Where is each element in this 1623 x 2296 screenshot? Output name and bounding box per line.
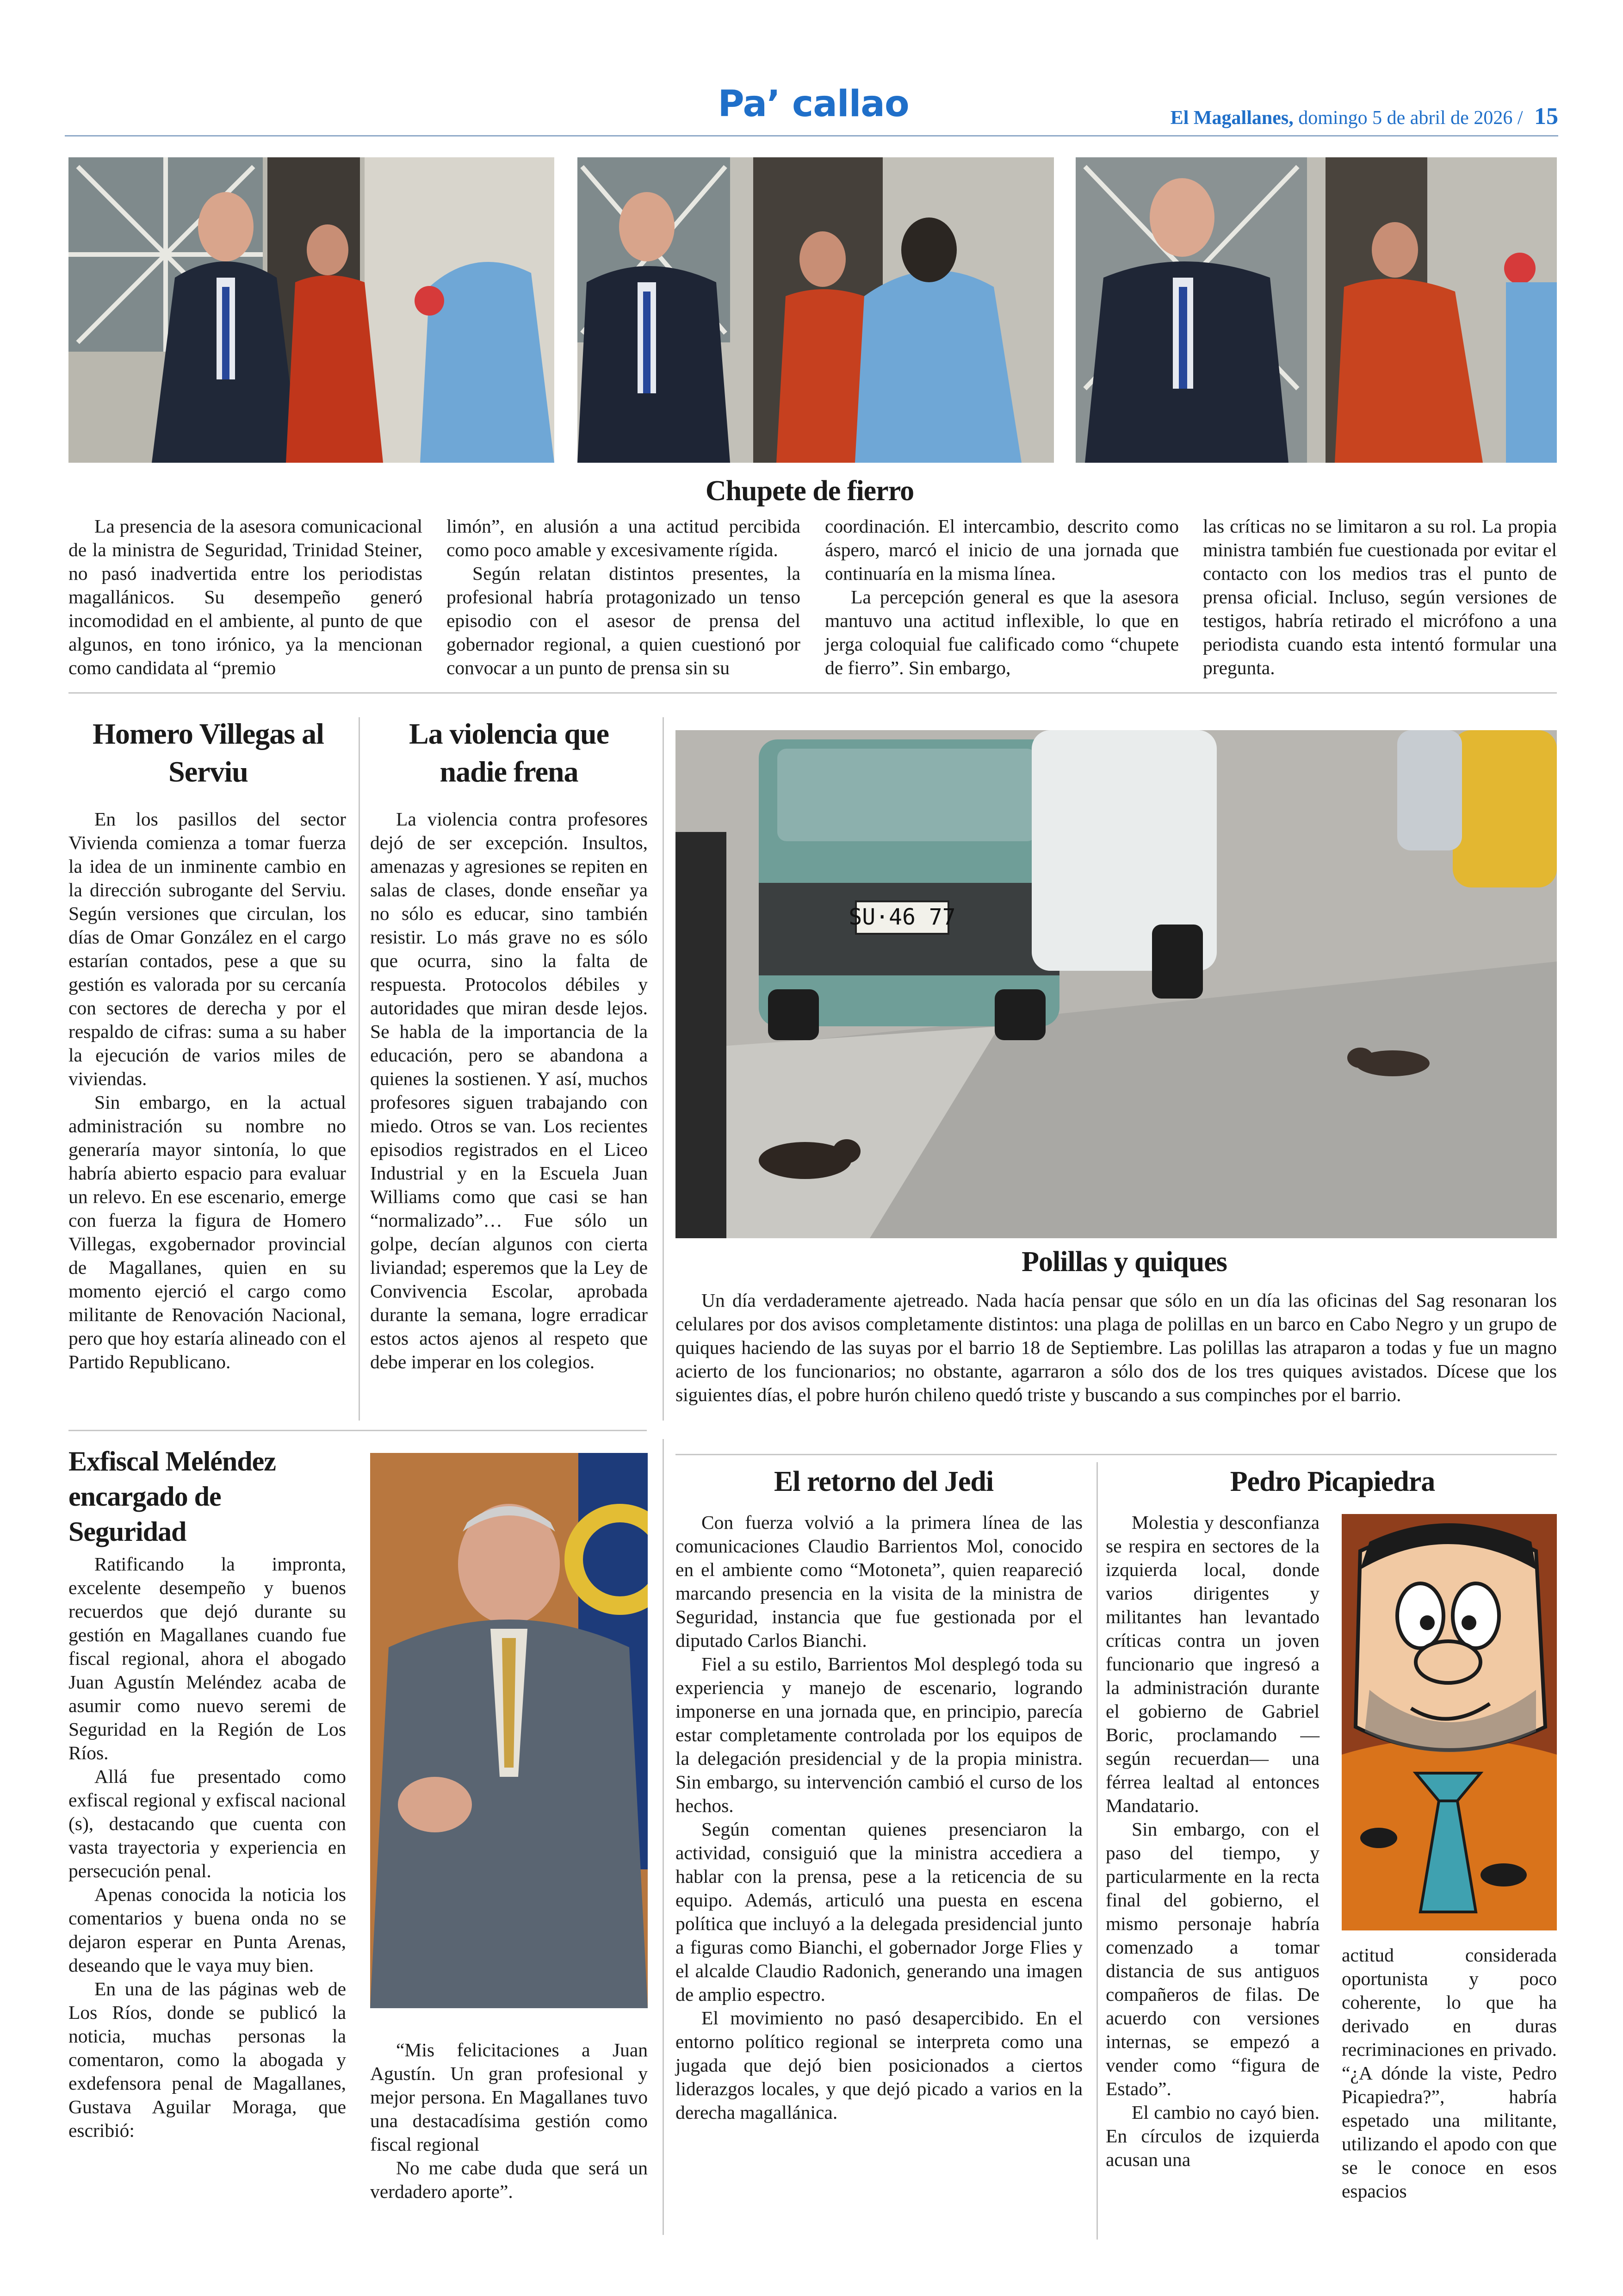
- page-number: 15: [1534, 103, 1558, 130]
- paragraph: Molestia y desconfianza se respira en sectores de la izquierda local, donde varios dirigentes y militantes han levantado críticas contra un joven funcionario que ingresó a la administración durante el gobierno de Gabriel Boric, proclamando —según recuerdan— una férrea lealtad al entonces Mandatario.: [1106, 1512, 1319, 1816]
- paragraph: La violencia contra profesores dejó de ser excepción. Insultos, amenazas y agresiones se repiten en salas de clases, donde enseñar ya no sólo es educar, sino también resistir. Lo más grave no es sólo que ocurra, sino la falta de respuesta. Protocolos débiles y autoridades que miran desde lejos. Se habla de la importancia de la educación, pero se abandona a quienes la sostienen. Y así, muchos profesores siguen trabajando con miedo. Otros se van. Los recientes episodios registrados en el Liceo Industrial y en la Escuela Juan Williams como que casi se han “normalizado”… Fue sólo un golpe, decían algunos con cierta liviandad; esperemos que la Ley de Convivencia Escolar, aprobada durante la semana, logre erradicar estos actos ajenos al respeto que debe imperar en los colegios.: [370, 808, 648, 1372]
- quote-paragraph: No me cabe duda que será un verdadero aporte”.: [370, 2157, 648, 2202]
- headline-polillas: Polillas y quiques: [1022, 1246, 1227, 1278]
- picapiedra-body: [1106, 1511, 1319, 2172]
- section-title: Pa’ callao: [718, 83, 909, 125]
- paragraph: Con fuerza volvió a la primera línea de las comunicaciones Claudio Barrientos Mol, conocido en el ambiente como “Motoneta”, quien reapareció marcando presencia en la visita de la ministra de Seguridad, instancia que fue gestionada por el diputado Carlos Bianchi.: [675, 1512, 1083, 1651]
- violencia-body: [370, 807, 648, 1374]
- headline-jedi: El retorno del Jedi: [774, 1466, 994, 1497]
- paragraph: Según relatan distintos presentes, la profesional habría protagonizado un tenso episodio con el asesor de prensa del gobernador regional, a quien cuestionó por convocar a un punto de prensa sin su: [446, 563, 800, 678]
- column-rule: [663, 1439, 664, 2235]
- headline-villegas: Homero Villegas al Serviu: [93, 717, 324, 788]
- headline-melendez: Exfiscal Meléndez encargado de Seguridad: [68, 1446, 276, 1547]
- paragraph: Ratificando la impronta, excelente desempeño y buenos recuerdos que dejó durante su gestión en Magallanes cuando fue fiscal regional, ahora el abogado Juan Agustín Meléndez acaba de asumir como nuevo seremi de Seguridad en la Región de Los Ríos.: [68, 1553, 346, 1763]
- paragraph: Según comentan quienes presenciaron la actividad, consiguió que la ministra accediera a hablar con la prensa, pese a la reticencia de su equipo. Además, articuló una puesta en escena política que incluyó a la delegada presidencial junto a figuras como Bianchi, el gobernador Jorge Flies y el alcalde Claudio Radonich, generando una imagen de amplio espectro.: [675, 1818, 1083, 2005]
- photo-press-1: [68, 157, 554, 463]
- paragraph: las críticas no se limitaron a su rol. La propia ministra también fue cuestionada por evitar el contacto con los medios tras el punto de prensa oficial. Incluso, según versiones de testigos, habría retirado el micrófono a una periodista cuando esta intentó formular una pregunta.: [1203, 515, 1557, 678]
- paragraph: actitud considerada oportunista y poco coherente, lo que ha derivado en duras recriminaciones en privado. “¿A dónde la viste, Pedro Picapiedra?”, habría espetado una militante, utilizando el apodo con que se le conoce en esos espacios: [1342, 1944, 1557, 2202]
- paragraph: limón”, en alusión a una actitud percibida como poco amable y excesivamente rígida.: [446, 515, 800, 560]
- paragraph: Apenas conocida la noticia los comentarios y buena onda no se dejaron esperar en Punta Arenas, deseando que le vaya muy bien.: [68, 1884, 346, 1976]
- headline-violencia: La violencia que nadie frena: [409, 717, 609, 788]
- photo-press-2: [577, 157, 1054, 463]
- chupete-col-1: [68, 515, 422, 680]
- quote-paragraph: “Mis felicitaciones a Juan Agustín. Un gran profesional y mejor persona. En Magallanes tuvo una destacadísima gestión como fiscal regional: [370, 2039, 648, 2155]
- photo-quiques-street: [675, 730, 1557, 1238]
- villegas-body: [68, 807, 346, 1374]
- paragraph: Sin embargo, con el paso del tiempo, y particularmente en la recta final del gobierno, el mismo personaje habría comenzado a tomar distancia de sus antiguos compañeros de filas. De acuerdo con versiones internas, se empezó a vender como “figura de Estado”.: [1106, 1818, 1319, 2099]
- newspaper-name: El Magallanes,: [1170, 107, 1294, 129]
- section-divider: [68, 692, 1557, 694]
- paragraph: En una de las páginas web de Los Ríos, donde se publicó la noticia, muchas personas la comentaron, como la abogada y exdefensora penal de Magallanes, Gustava Aguilar Moraga, que escribió:: [68, 1978, 346, 2141]
- paragraph: El movimiento no pasó desapercibido. En el entorno político regional se interpreta como una jugada que dejó bien posicionados a ciertos liderazgos locales, y que dejó picado a varios en la derecha magallánica.: [675, 2007, 1083, 2123]
- column-rule: [359, 717, 360, 1421]
- paragraph: El cambio no cayó bien. En círculos de izquierda acusan una: [1106, 2102, 1319, 2170]
- melendez-quote: [370, 2038, 648, 2203]
- illustration-pedro-picapiedra: [1342, 1514, 1557, 1930]
- paragraph: Sin embargo, en la actual administración su nombre no generaría mayor sintonía, lo que habría abierto espacio para evaluar un relevo. En ese escenario, emerge con fuerza la figura de Homero Villegas, exgobernador provincial de Magallanes, quien en su momento ejerció el cargo como militante de Renovación Nacional, pero que hoy estaría alineado con el Partido Republicano.: [68, 1092, 346, 1372]
- header-rule: [65, 135, 1558, 137]
- headline-chupete: Chupete de fierro: [705, 475, 914, 507]
- chupete-col-4: [1203, 515, 1557, 680]
- photo-melendez: [370, 1453, 648, 2008]
- folio-separator: /: [1517, 107, 1523, 129]
- column-rule: [663, 717, 664, 1421]
- paragraph: Fiel a su estilo, Barrientos Mol desplegó toda su experiencia y manejo de escenario, logrando imponerse en una jornada que, en principio, parecía estar completamente controlada por los equipos de la delegación presidencial y de la propia ministra. Sin embargo, su intervención cambió el curso de los hechos.: [675, 1653, 1083, 1816]
- photo-press-3: [1076, 157, 1557, 463]
- polillas-body: [675, 1289, 1557, 1407]
- paragraph: coordinación. El intercambio, descrito como áspero, marcó el inicio de una jornada que continuaría en la misma línea.: [825, 515, 1179, 584]
- picapiedra-body-2: [1342, 1943, 1557, 2203]
- edition-date: domingo 5 de abril de 2026: [1298, 107, 1513, 129]
- chupete-col-3: [825, 515, 1179, 680]
- chupete-col-2: [446, 515, 800, 680]
- paragraph: La percepción general es que la asesora mantuvo una actitud inflexible, lo que en jerga coloquial fue calificado como “chupete de fierro”. Sin embargo,: [825, 586, 1179, 678]
- paragraph: Allá fue presentado como exfiscal regional y exfiscal nacional (s), destacando que cuenta con vasta trayectoria y experiencia en persecución penal.: [68, 1766, 346, 1881]
- paragraph: La presencia de la asesora comunicacional de la ministra de Seguridad, Trinidad Steiner, no pasó inadvertida entre los periodistas magallánicos. Su desempeño generó incomodidad en el ambiente, al punto de que algunos, en tono irónico, ya la mencionan como candidata al “premio: [68, 515, 422, 678]
- page-folio: [1171, 103, 1558, 130]
- column-rule: [1096, 1462, 1098, 2240]
- section-divider: [675, 1454, 1557, 1455]
- melendez-body: [68, 1552, 346, 2142]
- section-divider: [68, 1430, 647, 1431]
- paragraph: Un día verdaderamente ajetreado. Nada hacía pensar que sólo en un día las oficinas del Sag resonaran los celulares por dos avisos completamente distintos: una plaga de polillas en un barco en Cabo Negro y un grupo de quiques haciendo de las suyas por el barrio 18 de Septiembre. Las polillas las atraparon a todas y fue un magno acierto de los funcionarios; no obstante, agarraron a sólo dos de los tres quiques avistados. Dícese que los siguientes días, el pobre hurón chileno quedó triste y buscando a sus compinches por el barrio.: [675, 1290, 1557, 1405]
- jedi-body: [675, 1511, 1083, 2124]
- headline-picapiedra: Pedro Picapiedra: [1230, 1466, 1435, 1497]
- paragraph: En los pasillos del sector Vivienda comienza a tomar fuerza la idea de un inminente cambio en la dirección subrogante del Serviu. Según versiones que circulan, los días de Omar González en el cargo estarían contados, pese a que su gestión es valorada por su cercanía con sectores de derecha y por el respaldo de cifras: suma a su haber la ejecución de varios miles de viviendas.: [68, 808, 346, 1089]
- license-plate: SU·46 77: [849, 904, 956, 930]
